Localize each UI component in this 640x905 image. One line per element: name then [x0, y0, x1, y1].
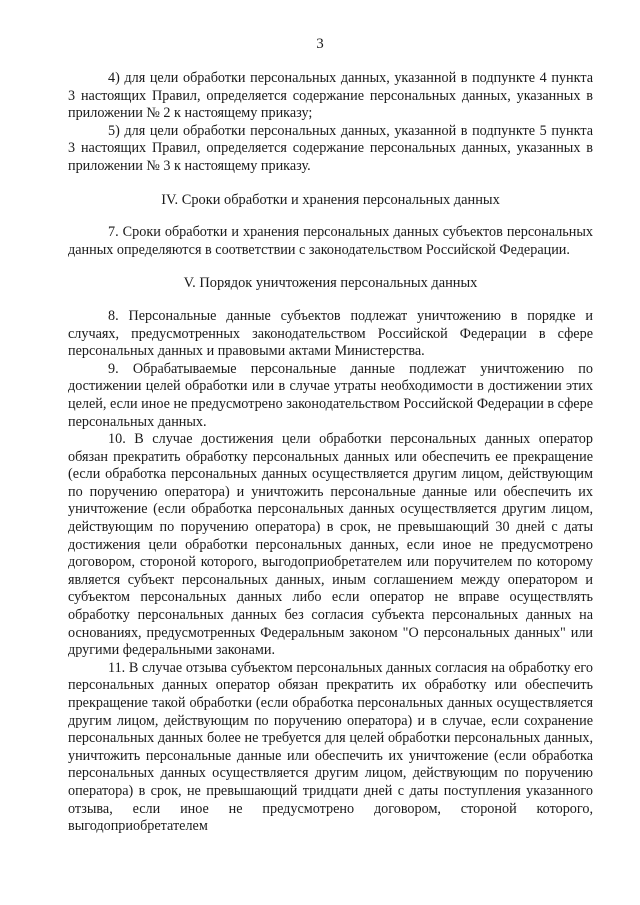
paragraph-4: 4) для цели обработки персональных данных, указанной в подпункте 4 пункта 3 настоящих Правил, определяется содержание персональных данных, указанных в приложении № 2 к настоящему приказу; [68, 70, 593, 122]
section-heading-iv: IV. Сроки обработки и хранения персональных данных [161, 191, 500, 208]
paragraph-10: 10. В случае достижения цели обработки персональных данных оператор обязан прекратить обработку персональных данных или обеспечить ее прекращение (если обработка персональных данных осуществляется другим лицом, действующим по поручению оператора) и уничтожить персональные данные или обеспечить их уничтожение (если обработка персональных данных осуществляется другим лицом, действующим по поручению оператора) в срок, не превышающий 30 дней с даты достижения цели обработки персональных данных, если иное не предусмотрено договором, стороной которого, выгодоприобретателем или поручителем по которому является субъект персональных данных, иным соглашением между оператором и субъектом персональных данных либо если оператор не вправе осуществлять обработку персональных данных без согласия субъекта персональных данных на основаниях, предусмотренных Федеральным законом "О персональных данных" или другими федеральными законами. [68, 431, 593, 659]
paragraph-11: 11. В случае отзыва субъектом персональных данных согласия на обработку его персональных данных оператор обязан прекратить их обработку или обеспечить прекращение такой обработки (если обработка персональных данных осуществляется другим лицом, действующим по поручению оператора) и в случае, если сохранение персональных данных более не требуется для целей обработки персональных данных, уничтожить персональные данные или обеспечить их уничтожение (если обработка персональных данных осуществляется другим лицом, действующим по поручению оператора) в срок, не превышающий тридцати дней с даты поступления указанного отзыва, если иное не предусмотрено договором, стороной которого, выгодоприобретателем [68, 659, 593, 835]
page-number: 3 [316, 36, 324, 52]
paragraph-7: 7. Сроки обработки и хранения персональных данных субъектов персональных данных определяются в соответствии с законодательством Российской Федерации. [68, 224, 593, 258]
document-body [68, 70, 593, 836]
paragraph-8: 8. Персональные данные субъектов подлежат уничтожению в порядке и случаях, предусмотренных законодательством Российской Федерации в сфере персональных данных и правовыми актами Министерства. [68, 307, 593, 360]
section-heading-v: V. Порядок уничтожения персональных данных [183, 275, 478, 292]
paragraph-9: 9. Обрабатываемые персональные данные подлежат уничтожению по достижении целей обработки или в случае утраты необходимости в достижении этих целей, если иное не предусмотрено законодательством Российской Федерации в сфере персональных данных. [68, 360, 593, 430]
paragraph-5: 5) для цели обработки персональных данных, указанной в подпункте 5 пункта 3 настоящих Правил, определяется содержание персональных данных, указанных в приложении № 3 к настоящему приказу. [68, 122, 593, 174]
